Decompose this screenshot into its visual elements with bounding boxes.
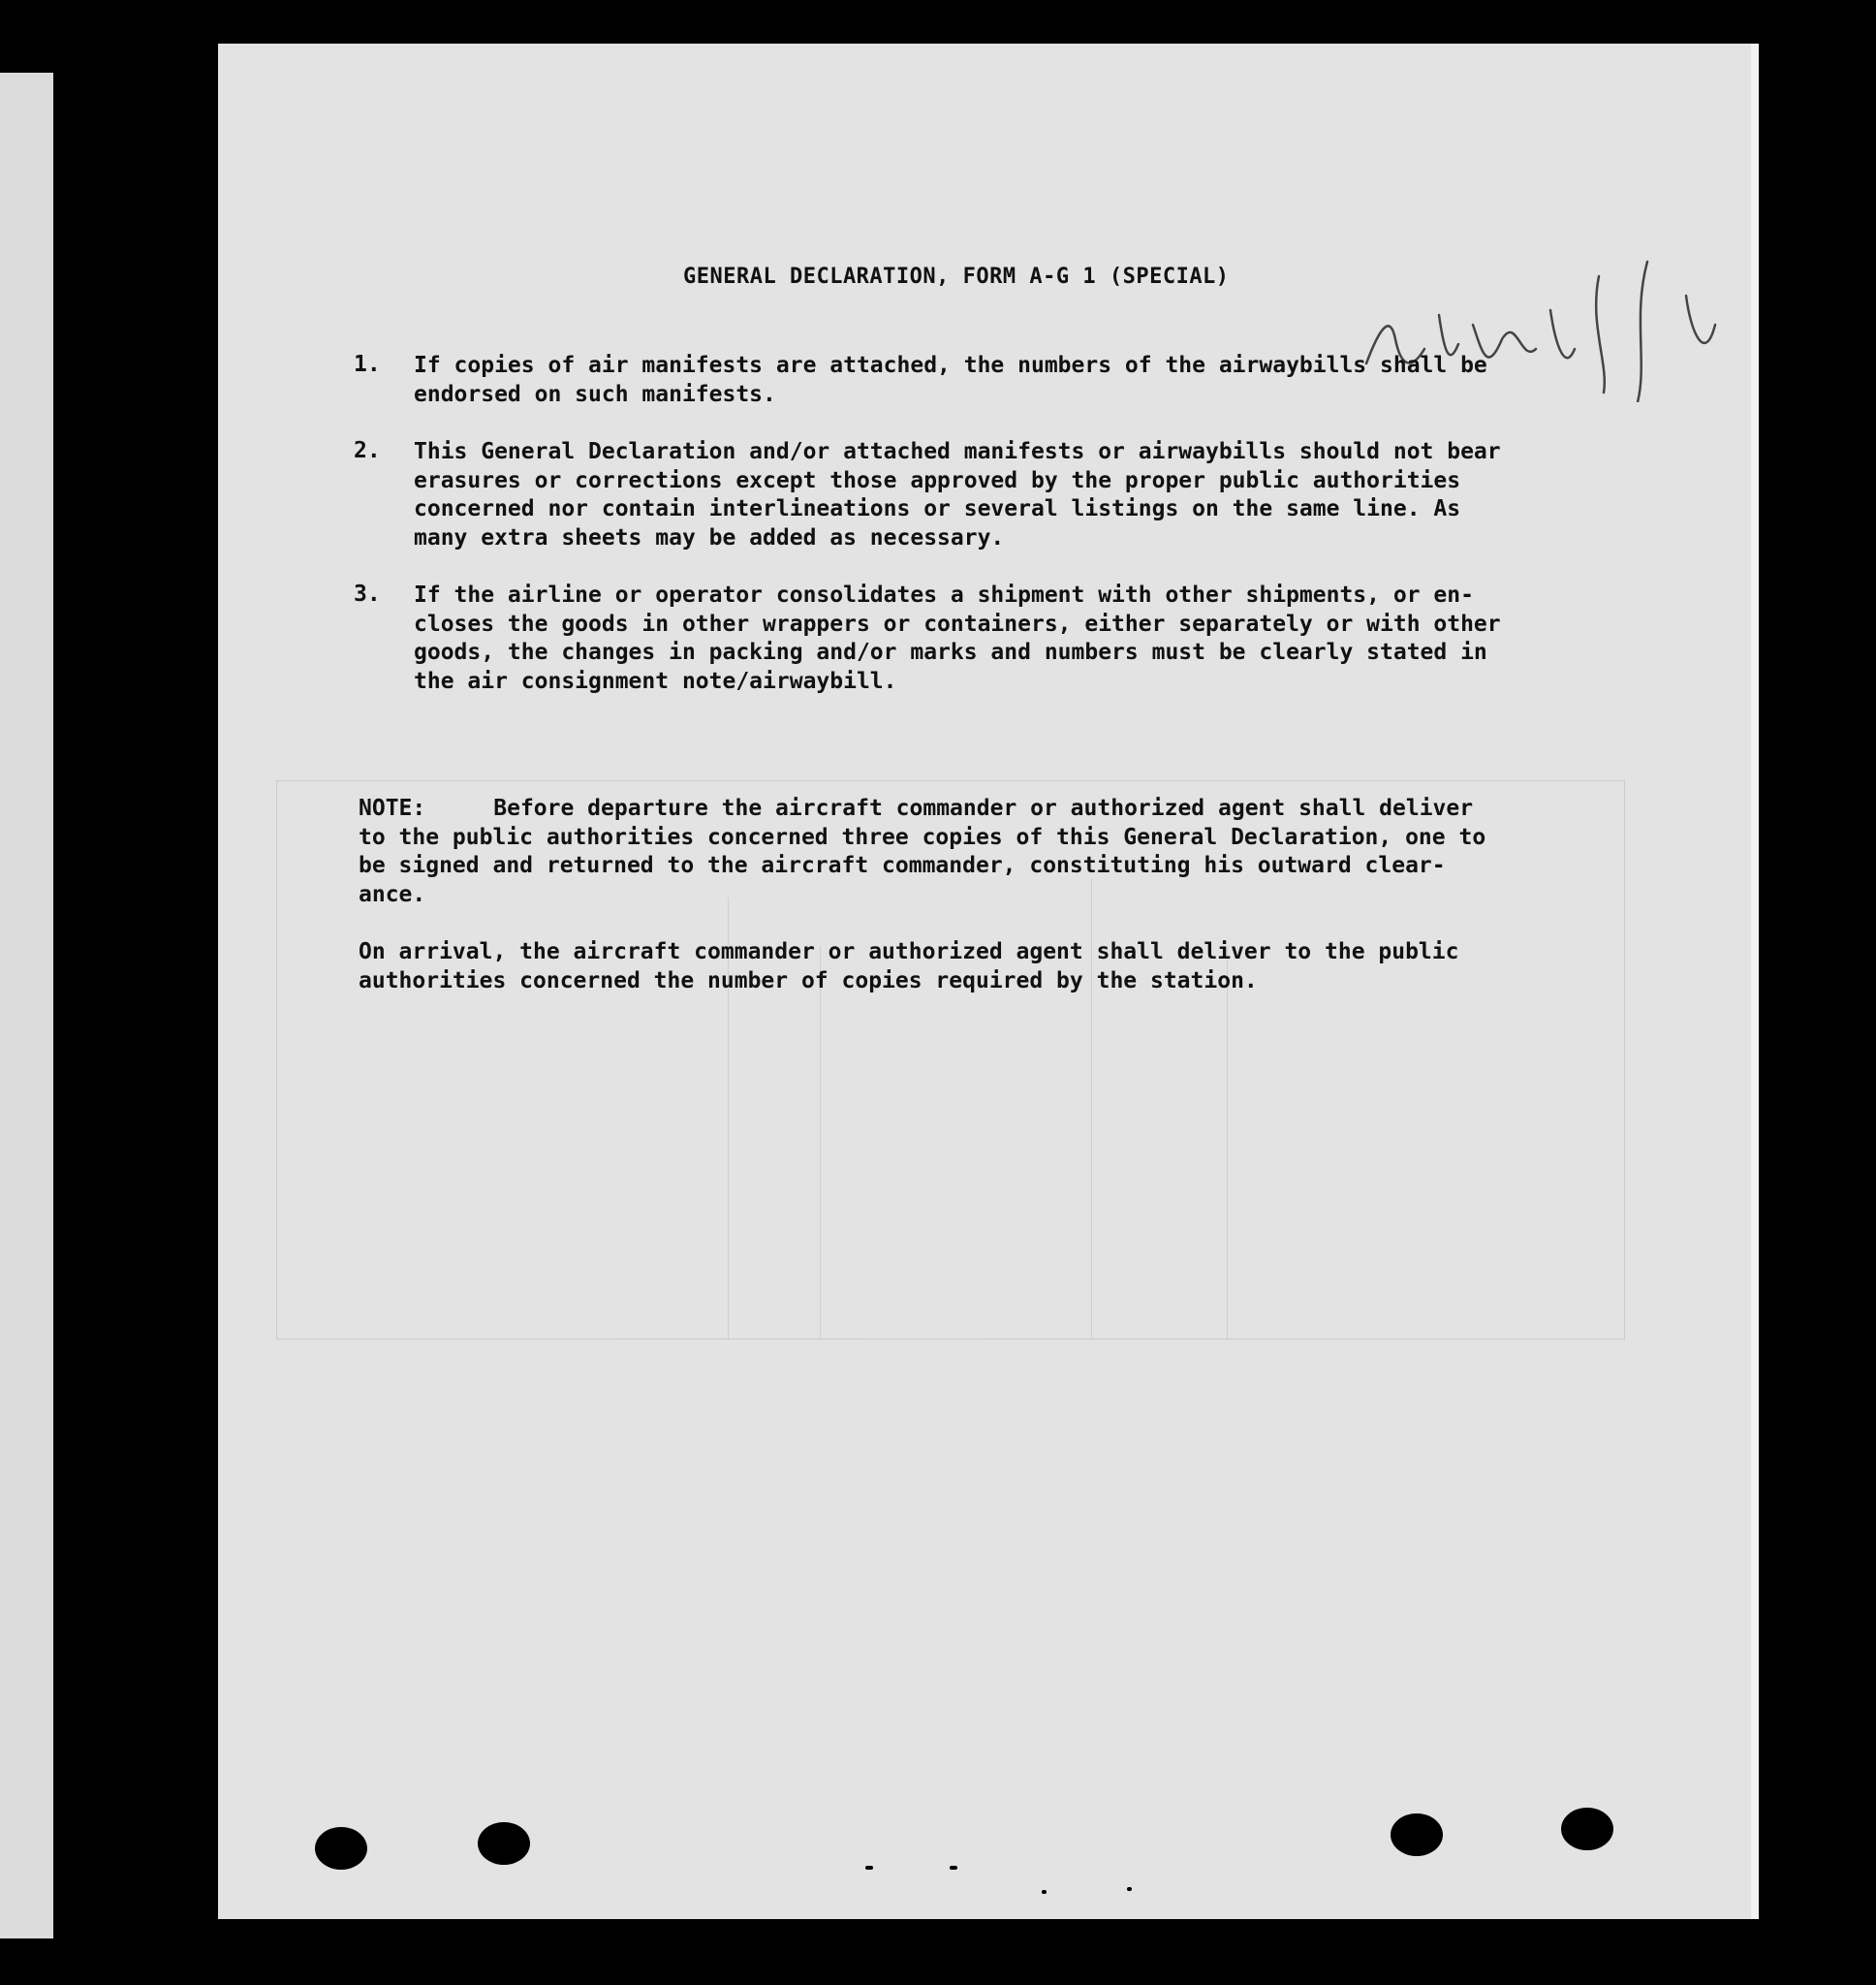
note-label: NOTE: [359, 796, 426, 821]
instruction-list [354, 352, 1633, 725]
arrival-paragraph: On arrival, the aircraft commander or authorized agent shall deliver to the public authorities concerned the number of copies required by the station. [359, 939, 1459, 993]
punch-hole [1561, 1808, 1613, 1850]
list-item [354, 352, 1633, 409]
punch-hole [478, 1822, 530, 1865]
item-text: This General Declaration and/or attached manifests or airwaybills should not bear erasures or corrections except those approved by the proper public authorities concerned nor contain interlineations or several listings on the same line. As many extra sheets may be added as necessary. [414, 439, 1501, 551]
adjacent-page-edge [0, 73, 53, 1938]
item-number: 1. [354, 352, 381, 377]
note-section [359, 795, 1638, 1024]
document-page [218, 44, 1759, 1919]
note-paragraph [359, 795, 1638, 909]
paper-speck [950, 1866, 957, 1870]
note-text: Before departure the aircraft commander or authorized agent shall deliver to the public authorities concerned three copies of this General Declaration, one to be signed and returned to the aircraft commander, constituting his outward clear- ance. [359, 796, 1486, 907]
punch-hole [1391, 1813, 1443, 1856]
document-title: GENERAL DECLARATION, FORM A-G 1 (SPECIAL) [683, 265, 1230, 289]
paper-speck [1042, 1890, 1047, 1894]
item-number: 3. [354, 582, 381, 607]
paper-speck [865, 1866, 873, 1870]
list-item [354, 438, 1633, 552]
punch-hole [315, 1827, 367, 1870]
list-item [354, 582, 1633, 696]
item-number: 2. [354, 438, 381, 463]
item-text: If the airline or operator consolidates a shipment with other shipments, or en- closes the goods in other wrappers or containers, either separately or with other goods, the changes in packing and/or marks and numbers must be clearly stated in the air consignment note/airwaybill. [414, 583, 1501, 694]
item-text: If copies of air manifests are attached, the numbers of the airwaybills shall be endorsed on such manifests. [414, 353, 1487, 407]
paper-speck [1127, 1887, 1132, 1891]
